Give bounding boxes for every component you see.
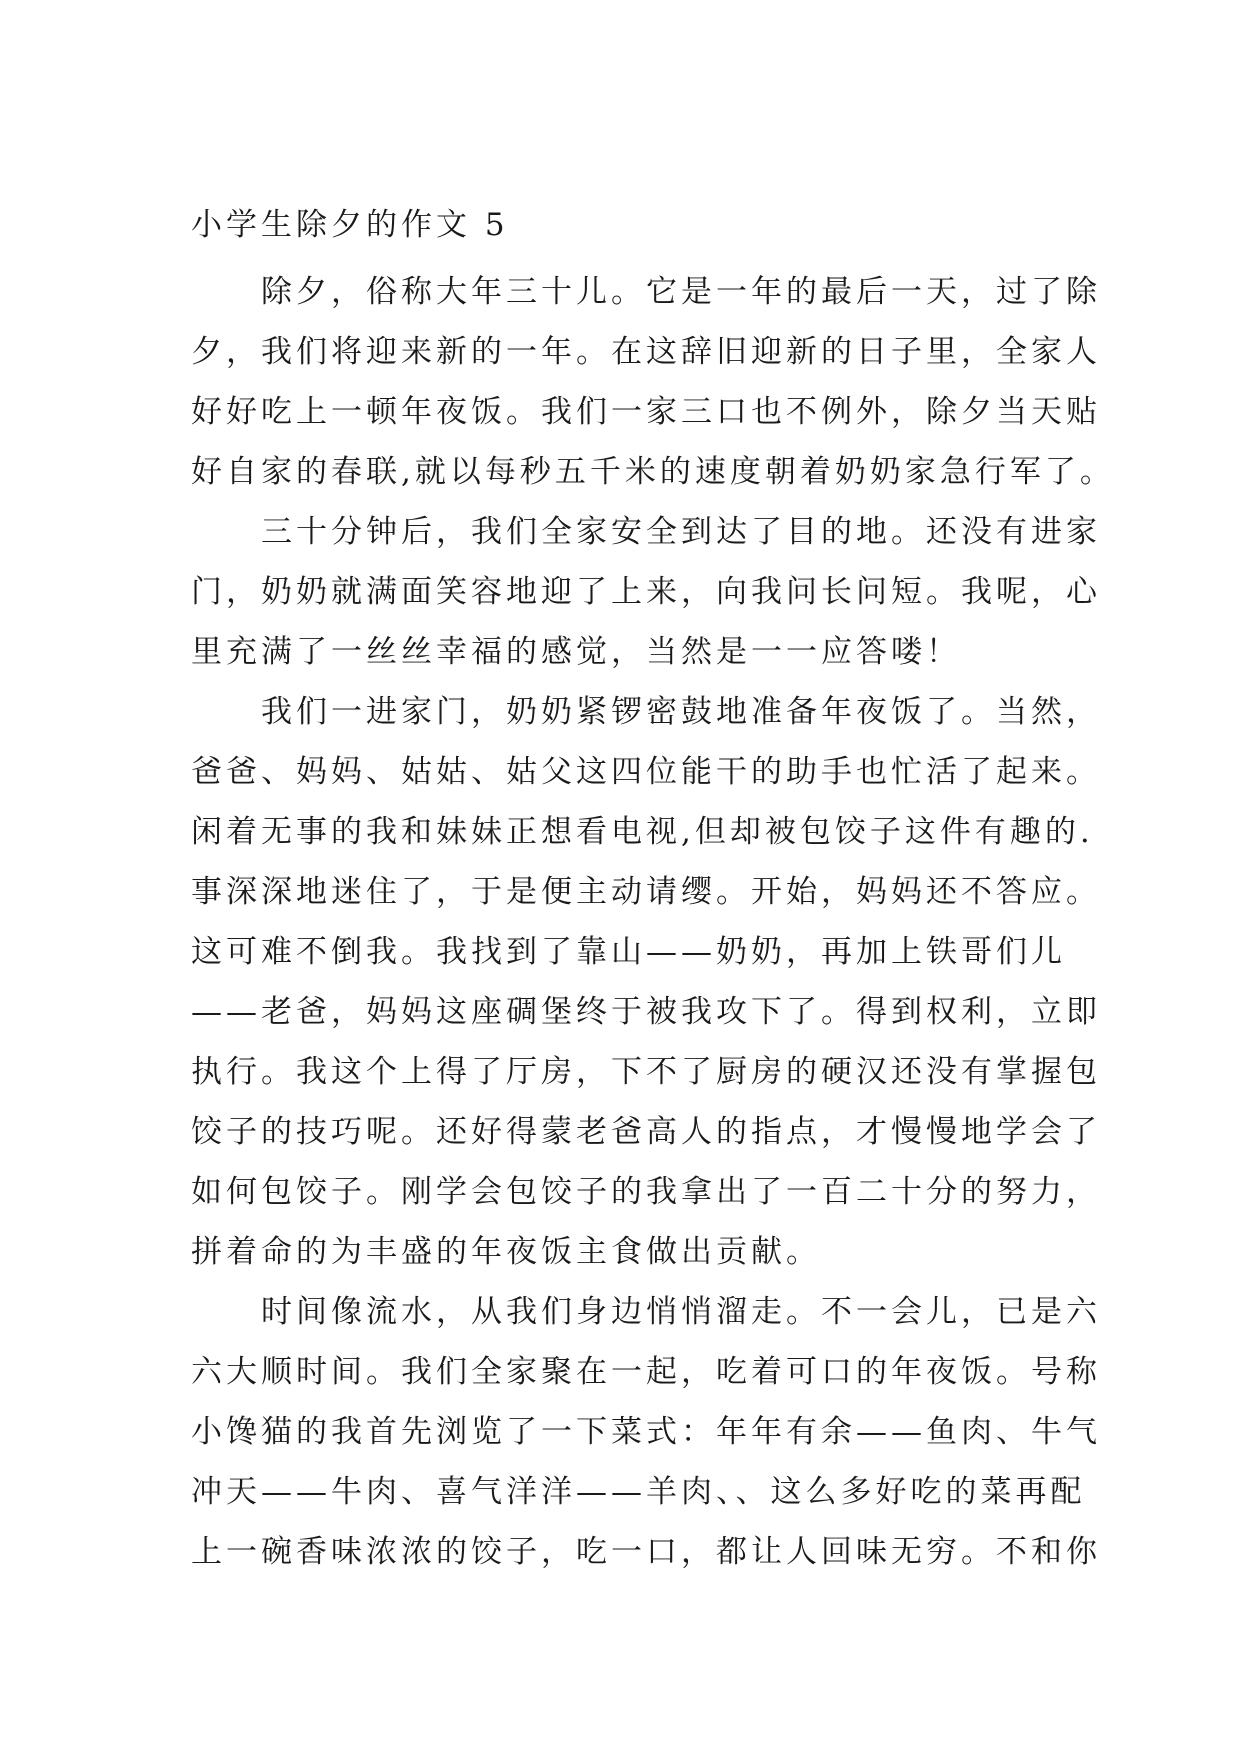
text-line: 事深深地迷住了，于是便主动请缨。开始，妈妈还不答应。 (191, 874, 1101, 910)
text-line: 饺子的技巧呢。还好得蒙老爸高人的指点，才慢慢地学会了 (191, 1114, 1101, 1150)
text-line: 闲着无事的我和妹妹正想看电视,但却被包饺子这件有趣的. (191, 814, 1094, 850)
text-line: 爸爸、妈妈、姑姑、姑父这四位能干的助手也忙活了起来。 (191, 754, 1101, 790)
text-line: 好好吃上一顿年夜饭。我们一家三口也不例外，除夕当天贴 (191, 394, 1101, 430)
text-line: 上一碗香味浓浓的饺子，吃一口，都让人回味无穷。不和你 (191, 1534, 1101, 1570)
text-line: 小馋猫的我首先浏览了一下菜式：年年有余——鱼肉、牛气 (191, 1414, 1101, 1450)
text-line: 这可难不倒我。我找到了靠山——奶奶，再加上铁哥们儿 (191, 934, 1066, 970)
text-line: 门，奶奶就满面笑容地迎了上来，向我问长问短。我呢，心 (191, 574, 1101, 610)
text-line: 里充满了一丝丝幸福的感觉，当然是一一应答喽！ (191, 634, 961, 670)
text-line: 除夕，俗称大年三十儿。它是一年的最后一天，过了除 (261, 274, 1101, 310)
text-line: 时间像流水，从我们身边悄悄溜走。不一会儿，已是六 (261, 1294, 1101, 1330)
text-line: 三十分钟后，我们全家安全到达了目的地。还没有进家 (261, 514, 1101, 550)
text-line: 拼着命的为丰盛的年夜饭主食做出贡献。 (191, 1234, 821, 1270)
text-line: ——老爸，妈妈这座碉堡终于被我攻下了。得到权利，立即 (191, 994, 1101, 1030)
text-line: 如何包饺子。刚学会包饺子的我拿出了一百二十分的努力， (191, 1174, 1101, 1210)
text-line: 冲天——牛肉、喜气洋洋——羊肉、、这么多好吃的菜再配 (191, 1474, 1086, 1510)
document-title: 小学生除夕的作文 5 (191, 207, 509, 243)
text-line: 好自家的春联,就以每秒五千米的速度朝着奶奶家急行军了。 (191, 454, 1115, 490)
text-line: 我们一进家门，奶奶紧锣密鼓地准备年夜饭了。当然， (261, 694, 1101, 730)
text-line: 夕，我们将迎来新的一年。在这辞旧迎新的日子里，全家人 (191, 334, 1101, 370)
text-line: 六大顺时间。我们全家聚在一起，吃着可口的年夜饭。号称 (191, 1354, 1101, 1390)
text-line: 执行。我这个上得了厅房，下不了厨房的硬汉还没有掌握包 (191, 1054, 1101, 1090)
